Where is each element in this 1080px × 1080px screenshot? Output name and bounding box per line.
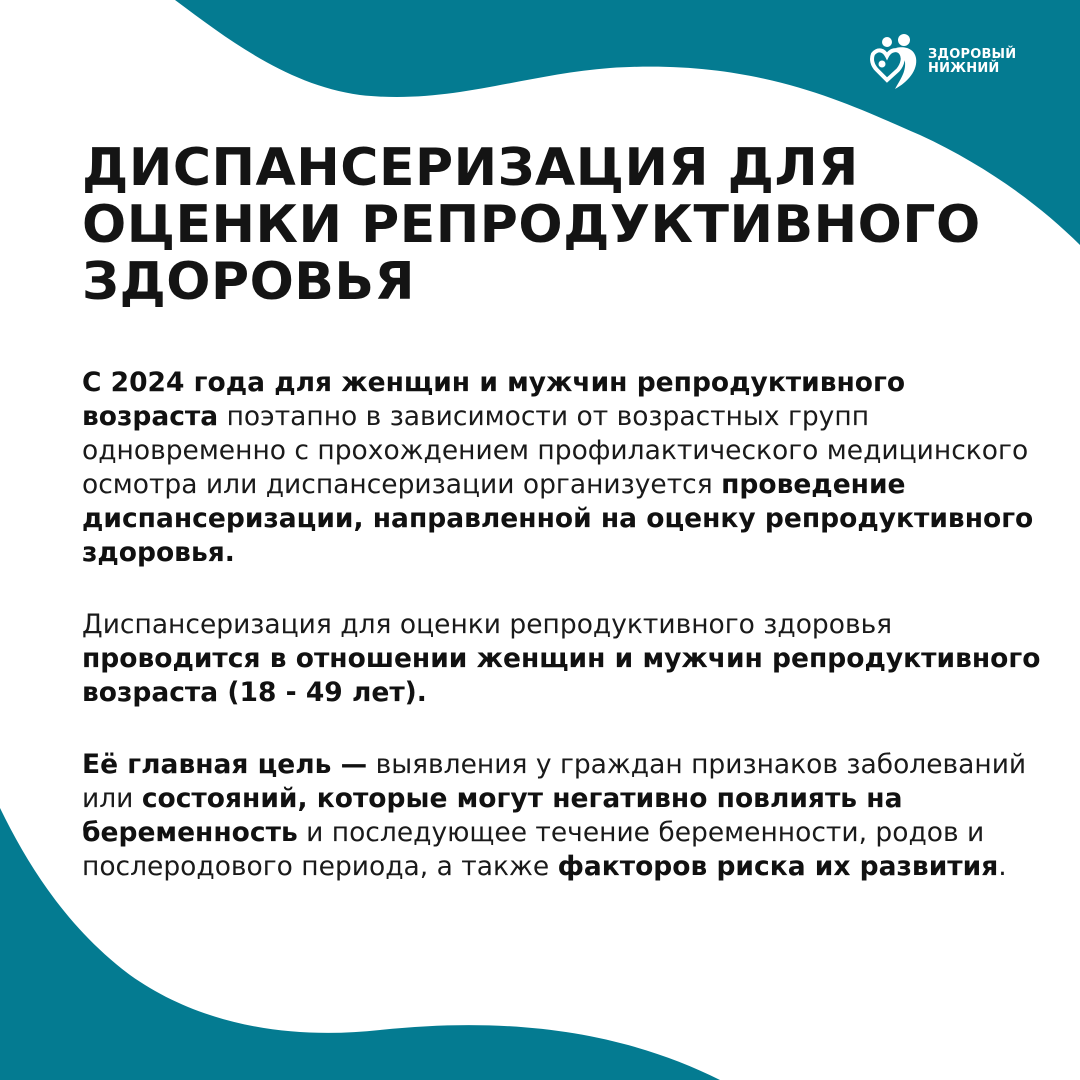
logo-line-1: ЗДОРОВЫЙ: [928, 47, 1017, 62]
paragraph-3-bold-2: состояний, которые могут негативно повлиять на беременность: [82, 783, 903, 848]
paragraph-1-text-1: поэтапно в зависимости от возрастных групп одновременно с прохождением профилактического медицинского осмотра или диспансеризации организуется: [82, 401, 1029, 500]
paragraph-3: [82, 748, 1042, 884]
paragraph-3-bold-3: факторов риска их развития: [557, 851, 999, 882]
title-line-1: ДИСПАНСЕРИЗАЦИЯ ДЛЯ: [82, 138, 859, 198]
paragraph-1-bold-2: проведение диспансеризации, направленной на оценку репродуктивного здоровья.: [82, 469, 1034, 568]
body-text: [82, 366, 1042, 922]
brand-logo: [870, 34, 1040, 94]
people-heart-logo-icon: [870, 34, 920, 92]
paragraph-2-bold-1: проводится в отношении женщин и мужчин репродуктивного возраста (18 - 49 лет).: [82, 643, 1041, 708]
logo-line-2: НИЖНИЙ: [928, 61, 1000, 76]
page-title: [82, 140, 1022, 311]
paragraph-2: [82, 608, 1042, 710]
paragraph-3-bold-1: Её главная цель —: [82, 749, 368, 780]
title-line-3: ЗДОРОВЬЯ: [82, 252, 416, 312]
paragraph-1-bold-1: С 2024 года для женщин и мужчин репродуктивного возраста: [82, 367, 906, 432]
paragraph-1: [82, 366, 1042, 570]
paragraph-3-text-3: .: [998, 851, 1007, 882]
paragraph-2-text-1: Диспансеризация для оценки репродуктивного здоровья: [82, 609, 893, 640]
title-line-2: ОЦЕНКИ РЕПРОДУКТИВНОГО: [82, 195, 981, 255]
paragraph-3-text-1: выявления у граждан признаков заболеваний или: [82, 749, 1027, 814]
paragraph-3-text-2: и последующее течение беременности, родов и послеродового периода, а также: [82, 817, 985, 882]
